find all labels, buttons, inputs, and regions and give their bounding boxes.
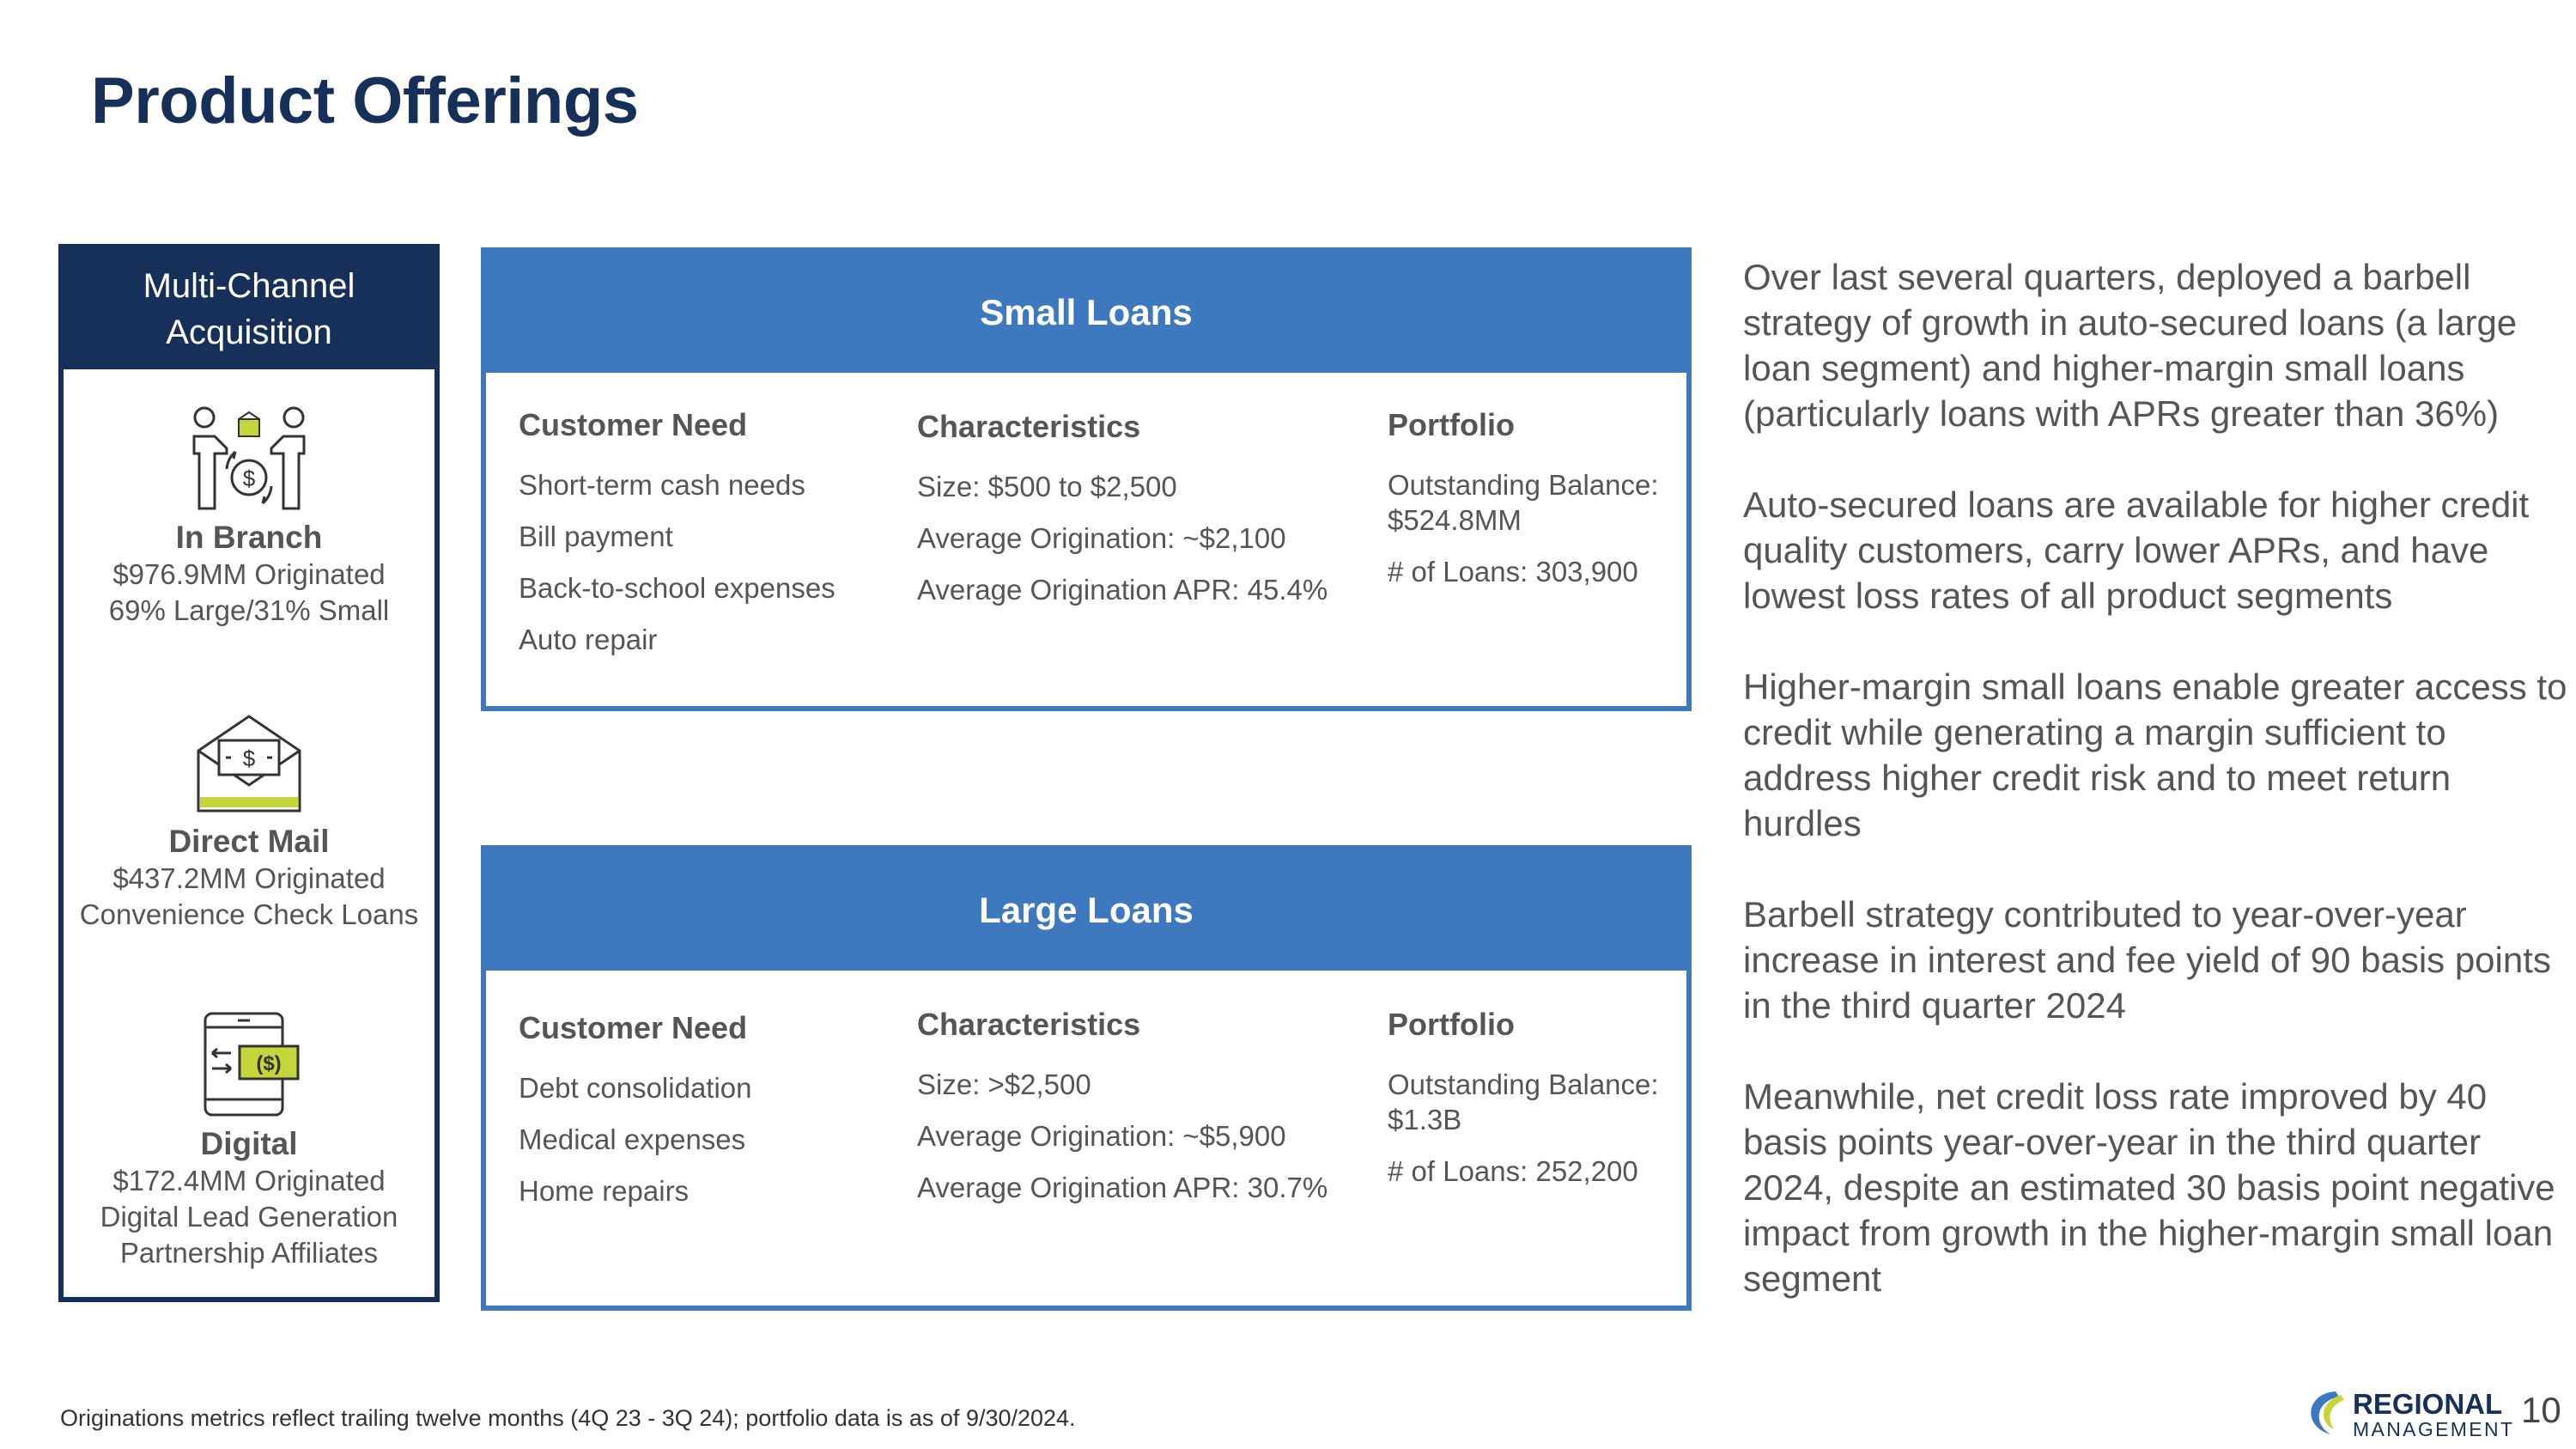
- channel-name: Digital: [200, 1126, 298, 1161]
- channels-header: Multi-Channel Acquisition: [64, 249, 434, 369]
- channel-digital: [64, 1008, 434, 1271]
- list-item: Average Origination APR: 30.7%: [917, 1172, 1328, 1203]
- people-exchange-money-icon: [189, 404, 309, 514]
- list-item: Average Origination APR: 45.4%: [917, 574, 1328, 606]
- small-loans-card: [481, 247, 1692, 711]
- list-item: Average Origination: ~$5,900: [917, 1120, 1286, 1152]
- list-item: # of Loans: 252,200: [1388, 1155, 1638, 1187]
- svg-text:$: $: [242, 746, 256, 771]
- channel-detail: $172.4MM Originated: [112, 1165, 386, 1196]
- column-title: Customer Need: [519, 1010, 748, 1045]
- channel-detail: Partnership Affiliates: [119, 1237, 379, 1269]
- svg-text:($): ($): [256, 1052, 282, 1075]
- narrative-paragraph: Higher-margin small loans enable greater access to credit while generating a margin sufficient to address higher credit risk and to meet return hurdles: [1743, 667, 2567, 843]
- list-item: Home repairs: [519, 1175, 690, 1207]
- list-item: Medical expenses: [519, 1123, 746, 1155]
- channel-in-branch: [64, 404, 434, 629]
- channel-detail: $976.9MM Originated: [112, 558, 386, 590]
- channel-detail: Convenience Check Loans: [79, 898, 419, 930]
- channel-detail: 69% Large/31% Small: [108, 594, 390, 626]
- channels-panel: [58, 244, 440, 1302]
- list-item: Outstanding Balance: $524.8MM: [1388, 469, 1659, 536]
- characteristics-column: [917, 409, 1364, 624]
- regional-management-logo: [2301, 1385, 2516, 1440]
- list-item: Debt consolidation: [519, 1072, 752, 1104]
- column-title: Portfolio: [1388, 1007, 1515, 1042]
- portfolio-column: [1388, 1007, 1680, 1205]
- list-item: Average Origination: ~$2,100: [917, 522, 1286, 554]
- list-item: Size: $500 to $2,500: [917, 471, 1177, 502]
- list-item: Outstanding Balance: $1.3B: [1388, 1068, 1659, 1135]
- logo-line1: REGIONAL: [2353, 1388, 2503, 1420]
- logo-line2: MANAGEMENT: [2353, 1418, 2512, 1440]
- list-item: Auto repair: [519, 624, 658, 655]
- large-loans-card: [481, 845, 1692, 1311]
- column-title: Customer Need: [519, 407, 748, 442]
- footnote: Originations metrics reflect trailing twelve months (4Q 23 - 3Q 24); portfolio data is as of 9/30/2024.: [60, 1405, 1076, 1431]
- narrative-paragraph: Over last several quarters, deployed a barbell strategy of growth in auto-secured loans (a large loan segment) and higher-margin small loans (particularly loans with APRs greater than 36%): [1743, 257, 2518, 434]
- customer-need-column: [519, 1010, 896, 1225]
- card-title: Large Loans: [486, 850, 1686, 971]
- narrative-paragraph: Meanwhile, net credit loss rate improved by 40 basis points year-over-year in the third quarter 2024, despite an estimated 30 basis point negative impact from growth in the higher-margin small loan segment: [1743, 1076, 2555, 1299]
- narrative-text: [1743, 254, 2567, 1347]
- customer-need-column: [519, 407, 896, 673]
- channel-name: In Branch: [175, 520, 323, 555]
- channel-name: Direct Mail: [168, 824, 330, 859]
- characteristics-column: [917, 1007, 1364, 1221]
- envelope-money-icon: [193, 711, 305, 818]
- page-number: 10: [2521, 1390, 2561, 1430]
- channel-detail: Digital Lead Generation: [100, 1201, 398, 1233]
- column-title: Characteristics: [917, 409, 1141, 444]
- list-item: # of Loans: 303,900: [1388, 556, 1638, 588]
- column-title: Portfolio: [1388, 407, 1515, 442]
- portfolio-column: [1388, 407, 1680, 606]
- tablet-money-icon: [193, 1008, 305, 1120]
- list-item: Short-term cash needs: [519, 469, 805, 501]
- narrative-paragraph: Auto-secured loans are available for higher credit quality customers, carry lower APRs, and have lowest loss rates of all product segments: [1743, 484, 2530, 616]
- card-title: Small Loans: [486, 253, 1686, 373]
- list-item: Bill payment: [519, 521, 673, 552]
- narrative-paragraph: Barbell strategy contributed to year-over-year increase in interest and fee yield of 90 basis points in the third quarter 2024: [1743, 894, 2551, 1026]
- channel-detail: $437.2MM Originated: [112, 862, 386, 894]
- column-title: Characteristics: [917, 1007, 1141, 1042]
- svg-text:$: $: [242, 466, 256, 491]
- list-item: Back-to-school expenses: [519, 572, 835, 604]
- page-title: Product Offerings: [91, 64, 639, 137]
- channel-direct-mail: [64, 711, 434, 933]
- list-item: Size: >$2,500: [917, 1068, 1091, 1100]
